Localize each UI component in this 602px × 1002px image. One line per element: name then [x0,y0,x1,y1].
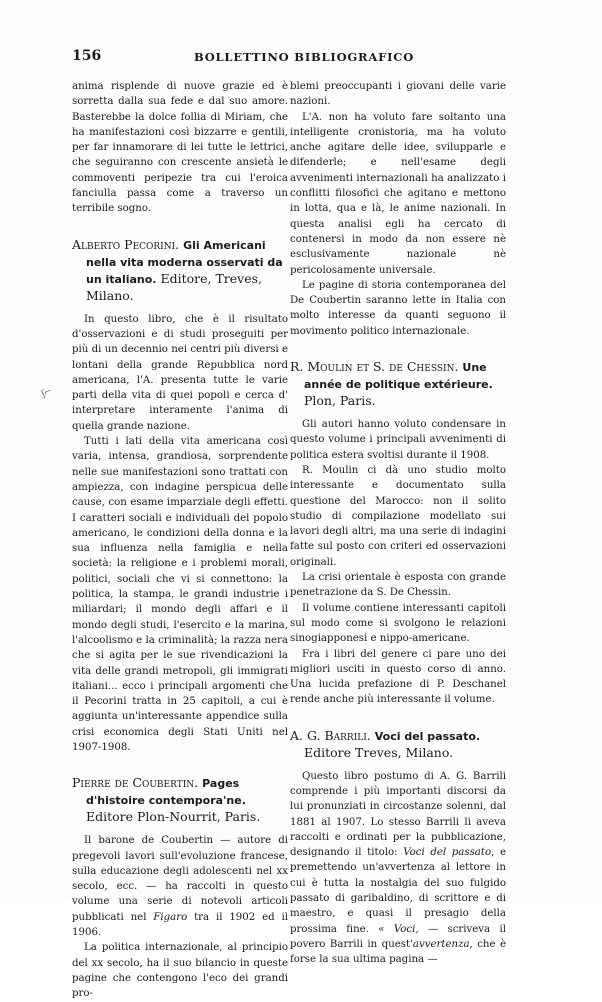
entry-heading-pecorini [72,237,288,304]
body-paragraph: Il barone de Coubertin — autore di pregevoli lavori sull'evoluzione francese, sulla educazione degli adolescenti nel xx secolo, ecc. — ha raccolti in questo volume una serie di notevoli articoli pubblicati nel Figaro tra il 1902 ed il 1906. [72,835,288,939]
entry-author: A. G. Barrili. [290,727,371,743]
entry-title: Une année de politique extérieure. [304,361,493,392]
body-paragraph: In questo libro, che è il risultato d'osservazioni e di studi proseguiti per più di un decennio nei centri più diversi e lontani della grande Repubblica nord americana, l'A. presenta tutte le varie parti della vita di quei popoli e cerca d' interpretare interamente l'anima di quella grande nazione. [72,313,288,432]
entry-heading-coubertin [72,775,288,825]
entry-publisher: Editore, Treves, Milano. [86,270,263,303]
margin-annotation-mark: ʃ⌐ [40,386,54,400]
body-paragraph: Tutti i lati della vita americana così varia, intensa, grandiosa, sorprendente nelle sue manifestazioni sono trattati con ampiezza, con indagine perspicua delle cause, con esame imparziale degli effetti. I caratteri sociali e individuali del popolo americano, le condizioni della donna e la sua influenza nella famiglia e nella società: la religione e i problemi morali, politici, sociali che vi si connettono: la politica, la stampa, le grandi industrie i miliardari; il mondo degli affari e il mondo degli studi, l'esercito e la marina, l'alcoolismo e la criminalità; la razza nera che si agita per le sue rivendicazioni la vita delle grandi metropoli, gli immigrati italiani... ecco i principali argomenti che il Pecorini tratta in 25 capitoli, a cui è aggiunta un'interessante appendice sulla crisi economica degli Stati Uniti nel 1907-1908. [72,436,288,753]
body-paragraph: Gli autori hanno voluto condensare in questo volume i principali avvenimenti di politica estera svoltisi durante il 1908. [290,419,506,461]
italic-title: Figaro [153,911,188,923]
body-paragraph: Questo libro postumo di A. G. Barrili comprende i più importanti discorsi da lui pronunziati in circostanze solenni, dal 1881 al 1907. Lo stesso Barrili li aveva raccolti e ordinati per la pubblicazione, designando il titolo: Voci del passato, e premettendo un'avvertenza al lettore in cui è tutta la nostalgia del suo fulgido passato di garibaldino, di scrittore e di maestro, e quasi il presagio della prossima fine. « Voci, — scriveva il povero Barrili in quest'avvertenza, che è forse la sua ultima pagina — [290,770,506,966]
entry-author: Alberto Pecorini. [72,236,180,252]
entry-title: Pages d'histoire contempora'ne. [86,777,246,808]
right-column [290,79,506,968]
continuation-paragraph: anima risplende di nuove grazie ed è sorretta dalla sua fede e dal suo amore. Basterebbe la dolce follia di Miriam, che ha manifestazioni così bizzarre e gentili, per far innamorare di lei tutte le lettrici, che seguiranno con crescente ansietà le commoventi peripezie tra cui l'eroica fanciulla passa come a traverso un terribile sogno. [72,81,288,215]
entry-author: Pierre de Coubertin. [72,775,199,791]
body-paragraph: L'A. non ha voluto fare soltanto una intelligente cronistoria, ma ha voluto anche agitare delle idee, svilupparle e difenderle; e nell'esame degli avvenimenti internazionali ha analizzato i conflitti filosofici che agitano e mettono in lotta, qua e là, le anime nazionali. In questa analisi egli ha cercato di contenersi in modo da non essere nè esclusivamente nazionale nè pericolosamente universale. [290,111,506,276]
running-title: BOLLETTINO BIBLIOGRAFICO [194,50,415,64]
body-paragraph: Le pagine di storia contemporanea del De Coubertin saranno lette in Italia con molto interesse da quanti seguono il movimento politico internazionale. [290,279,506,337]
entry-heading-moulin-chessin [290,359,506,409]
entry-title: Gli Americani nella vita moderna osservati da un italiano. [86,238,283,286]
body-paragraph: La crisi orientale è esposta con grande penetrazione da S. De Chessin. [290,572,506,599]
body-paragraph: R. Moulin ci dà uno studio molto interessante e documentato sulla questione del Marocco: non il solito studio di compilazione modellato sui lavori degli altri, ma una serie di indagini fatte sul posto con criteri ed osservazioni originali. [290,464,506,568]
entry-publisher: Plon, Paris. [304,393,376,409]
italic-title: Voci del passato [403,847,492,859]
body-paragraph: Il volume contiene interessanti capitoli sul modo come si svolgono le relazioni sinogiapponesi e nippo-americane. [290,602,506,645]
continuation-paragraph: blemi preoccupanti i giovani delle varie nazioni. [290,81,506,108]
running-header [72,48,524,68]
page-number: 156 [72,48,102,64]
entry-publisher: Editore Treves, Milano. [304,744,454,760]
body-paragraph: Fra i libri del genere ci pare uno dei migliori usciti in questo corso di anno. Una lucida prefazione di P. Deschanel rende anche più interessante il volume. [290,648,506,706]
entry-publisher: Editore Plon-Nourrit, Paris. [86,809,261,825]
entry-heading-barrili [290,728,506,761]
left-column [72,79,288,1002]
entry-author: R. Moulin et S. de Chessin. [290,359,459,375]
body-paragraph: La politica internazionale, al principio del xx secolo, ha il suo bilancio in queste pagine che contengono l'eco dei grandi pro- [72,942,288,1000]
entry-title: Voci del passato. [374,729,481,743]
